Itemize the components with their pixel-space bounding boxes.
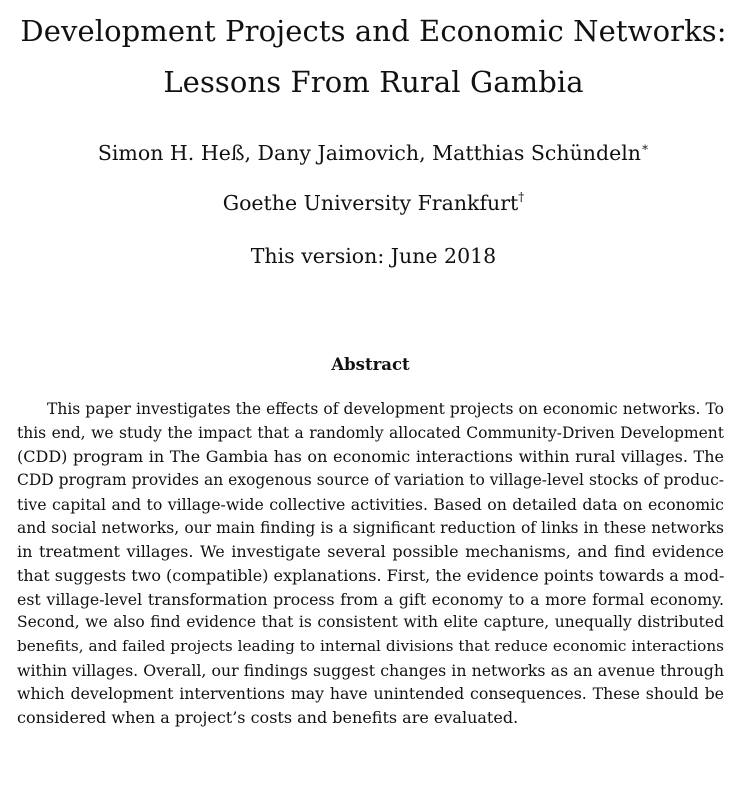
abstract-line: that suggests two (compatible) explanations. First, the evidence points towards a mod- (17, 565, 725, 585)
abstract-line: (CDD) program in The Gambia has on economic interactions within rural villages. The (17, 447, 724, 467)
abstract-line: This paper investigates the effects of development projects on economic networks. To (47, 400, 724, 418)
affiliation-footnote-mark: † (518, 190, 525, 204)
abstract-line: CDD program provides an exogenous source of variation to village-level stocks of produc- (17, 471, 724, 490)
author-footnote-mark: ∗ (641, 140, 650, 154)
affiliation-name: Goethe University Frankfurt (222, 191, 519, 215)
paper-title-line: Development Projects and Economic Networks: (20, 14, 727, 48)
author-names: Simon H. Heß, Dany Jaimovich, Matthias Schündeln (97, 141, 642, 165)
abstract-heading: Abstract (331, 355, 410, 374)
affiliation (0, 188, 747, 218)
abstract-line: tive capital and to village-wide collective activities. Based on detailed data on economic (17, 494, 724, 514)
abstract-line: this end, we study the impact that a randomly allocated Community-Driven Development (17, 423, 724, 442)
abstract-line: est village-level transformation process from a gift economy to a more formal economy. (17, 589, 724, 609)
abstract-line: and social networks, our main finding is a significant reduction of links in these networks (17, 518, 724, 537)
abstract-line: in treatment villages. We investigate several possible mechanisms, and find evidence (17, 542, 724, 562)
paper-title (0, 6, 747, 108)
version-date: This version: June 2018 (250, 244, 497, 268)
author-list (0, 138, 747, 168)
abstract-line: considered when a project’s costs and benefits are evaluated. (17, 708, 519, 728)
abstract-text (17, 398, 724, 730)
abstract-line: which development interventions may have unintended consequences. These should be (17, 684, 724, 704)
abstract-line: Second, we also find evidence that is consistent with elite capture, unequally distributed (17, 613, 724, 632)
abstract-line: within villages. Overall, our findings suggest changes in networks as an avenue through (17, 660, 724, 680)
abstract-line: benefits, and failed projects leading to internal divisions that reduce economic interactions (17, 637, 724, 656)
paper-title-line: Lessons From Rural Gambia (163, 65, 584, 99)
